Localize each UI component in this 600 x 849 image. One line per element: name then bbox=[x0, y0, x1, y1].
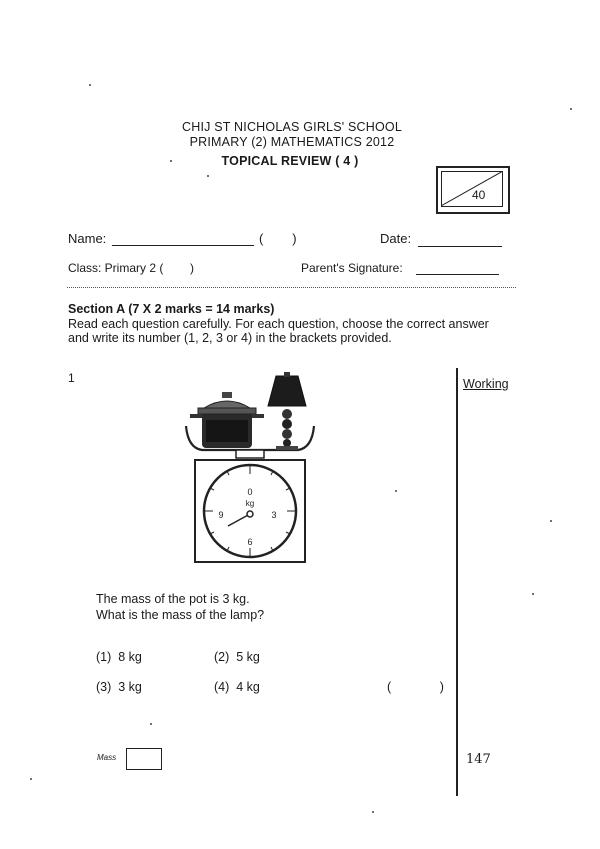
mark-box[interactable] bbox=[126, 748, 162, 770]
working-column-line bbox=[456, 368, 458, 796]
name-label: Name: bbox=[68, 231, 107, 246]
question-line-1: The mass of the pot is 3 kg. bbox=[96, 592, 250, 606]
date-field[interactable] bbox=[418, 246, 502, 247]
dial-unit: kg bbox=[245, 499, 255, 508]
signature-label: Parent's Signature: bbox=[301, 261, 403, 275]
question-number: 1 bbox=[68, 371, 75, 385]
question-line-2: What is the mass of the lamp? bbox=[96, 608, 265, 622]
option-3[interactable]: (3) 3 kg bbox=[96, 680, 142, 694]
paper-title: TOPICAL REVIEW ( 4 ) bbox=[221, 154, 359, 168]
dial-label-9: 9 bbox=[218, 510, 224, 520]
option-4[interactable]: (4) 4 kg bbox=[214, 680, 260, 694]
school-name: CHIJ ST NICHOLAS GIRLS' SCHOOL bbox=[181, 120, 402, 134]
class-label: Class: Primary 2 ( ) bbox=[68, 261, 195, 275]
dial-label-3: 3 bbox=[271, 510, 277, 520]
weighing-scale-illustration bbox=[180, 368, 320, 564]
scale-stand bbox=[236, 450, 264, 458]
page-number: 147 bbox=[466, 752, 491, 767]
lamp-icon bbox=[268, 372, 306, 450]
signature-field[interactable] bbox=[416, 274, 499, 275]
dial-label-0: 0 bbox=[247, 487, 253, 497]
score-box bbox=[436, 166, 510, 214]
pot-icon bbox=[190, 392, 264, 448]
mark-label: Mass bbox=[97, 753, 117, 762]
section-title: Section A (7 X 2 marks = 14 marks) bbox=[68, 302, 275, 316]
score-total: 40 bbox=[472, 188, 486, 202]
name-field[interactable] bbox=[112, 245, 254, 246]
date-label: Date: bbox=[380, 231, 412, 246]
instruction-line-2: and write its number (1, 2, 3 or 4) in the brackets provided. bbox=[68, 331, 392, 345]
divider bbox=[67, 287, 516, 288]
name-index-brackets: ( ) bbox=[259, 231, 297, 246]
paper-subject: PRIMARY (2) MATHEMATICS 2012 bbox=[189, 135, 395, 149]
answer-brackets[interactable]: ( ) bbox=[387, 680, 444, 694]
working-label: Working bbox=[463, 377, 509, 391]
option-2[interactable]: (2) 5 kg bbox=[214, 650, 260, 664]
dial-label-6: 6 bbox=[247, 537, 253, 547]
option-1[interactable]: (1) 8 kg bbox=[96, 650, 142, 664]
instruction-line-1: Read each question carefully. For each question, choose the correct answer bbox=[68, 317, 489, 331]
